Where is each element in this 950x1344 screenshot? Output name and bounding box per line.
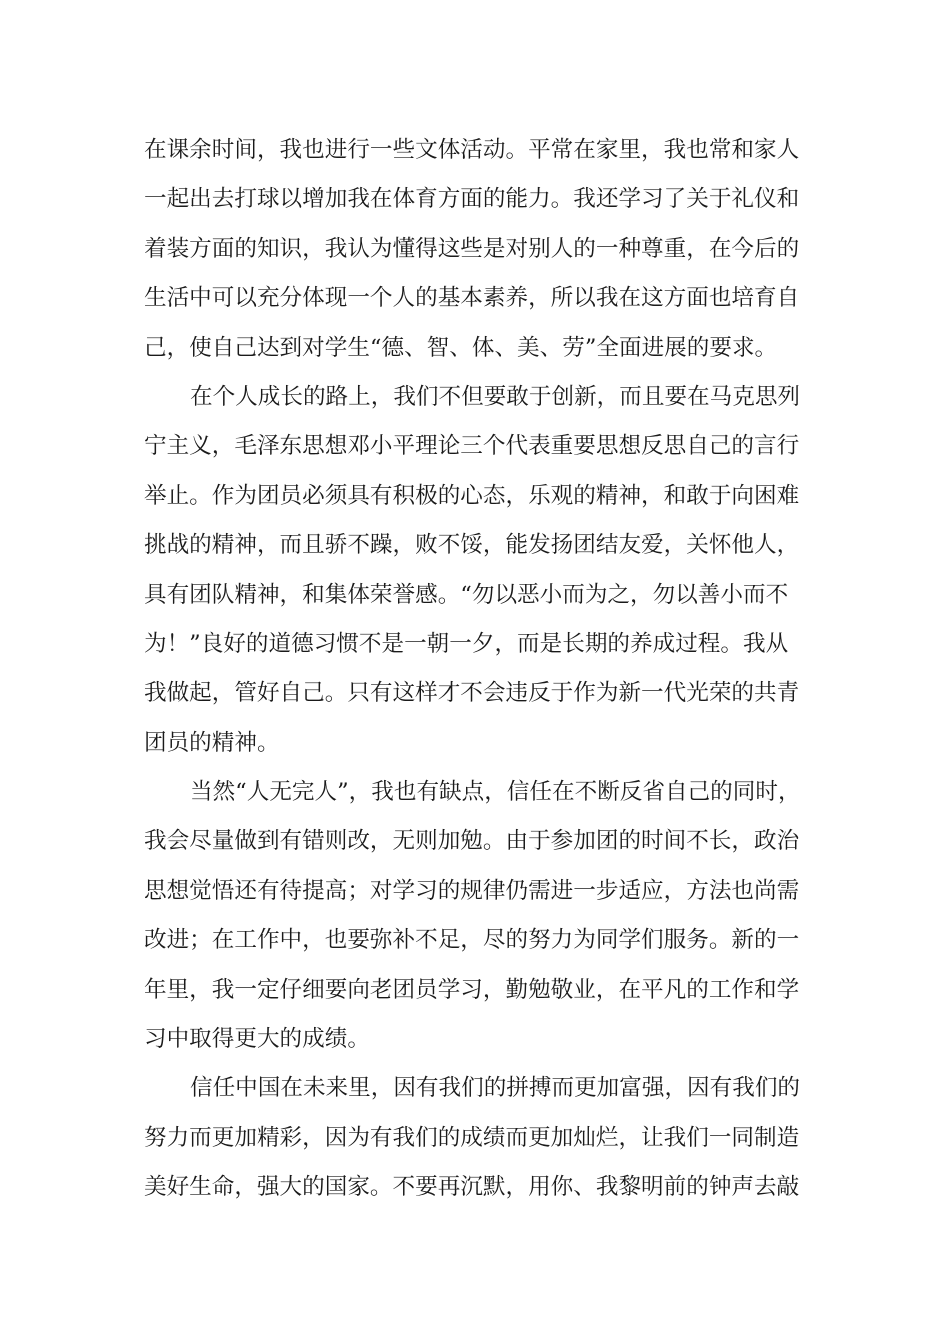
text-line: 具有团队精神，和集体荣誉感。“勿以恶小而为之，勿以善小而不 bbox=[144, 581, 789, 608]
text-line: 挑战的精神，而且骄不躁，败不馁，能发扬团结友爱，关怀他人， bbox=[144, 532, 800, 559]
text-line: 生活中可以充分体现一个人的基本素养，所以我在这方面也培育自 bbox=[144, 285, 800, 312]
text-line: 美好生命，强大的国家。不要再沉默，用你、我黎明前的钟声去敲 bbox=[144, 1174, 800, 1201]
text-line: 我会尽量做到有错则改，无则加勉。由于参加团的时间不长，政治 bbox=[144, 828, 800, 855]
text-line: 信任中国在未来里，因有我们的拼搏而更加富强，因有我们的 bbox=[190, 1075, 801, 1102]
paragraph-1 bbox=[144, 126, 806, 373]
text-line: 为！”良好的道德习惯不是一朝一夕，而是长期的养成过程。我从 bbox=[144, 630, 789, 657]
text-line: 改进；在工作中，也要弥补不足，尽的努力为同学们服务。新的一 bbox=[144, 927, 800, 954]
text-line: 我做起，管好自己。只有这样才不会违反于作为新一代光荣的共青 bbox=[144, 680, 800, 707]
text-line: 当然“人无完人”，我也有缺点，信任在不断反省自己的同时， bbox=[190, 779, 801, 806]
paragraph-4 bbox=[144, 1064, 806, 1212]
text-line: 宁主义，毛泽东思想邓小平理论三个代表重要思想反思自己的言行 bbox=[144, 433, 800, 460]
text-line: 努力而更加精彩，因为有我们的成绩而更加灿烂，让我们一同制造 bbox=[144, 1124, 800, 1151]
text-line: 团员的精神。 bbox=[144, 729, 280, 756]
text-line: 在课余时间，我也进行一些文体活动。平常在家里，我也常和家人 bbox=[144, 137, 800, 163]
text-line: 一起出去打球以增加我在体育方面的能力。我还学习了关于礼仪和 bbox=[144, 186, 800, 213]
text-line: 年里，我一定仔细要向老团员学习，勤勉敬业，在平凡的工作和学 bbox=[144, 976, 800, 1003]
document-body bbox=[144, 126, 806, 1213]
paragraph-3 bbox=[144, 768, 806, 1064]
text-line: 己，使自己达到对学生“德、智、体、美、劳”全面进展的要求。 bbox=[144, 334, 778, 361]
text-line: 思想觉悟还有待提高；对学习的规律仍需进一步适应，方法也尚需 bbox=[144, 877, 800, 904]
paragraph-2 bbox=[144, 373, 806, 768]
text-line: 着装方面的知识，我认为懂得这些是对别人的一种尊重，在今后的 bbox=[144, 235, 800, 262]
text-line: 举止。作为团员必须具有积极的心态，乐观的精神，和敢于向困难 bbox=[144, 482, 800, 509]
text-line: 习中取得更大的成绩。 bbox=[144, 1026, 370, 1053]
text-line: 在个人成长的路上，我们不但要敢于创新，而且要在马克思列 bbox=[190, 383, 801, 410]
